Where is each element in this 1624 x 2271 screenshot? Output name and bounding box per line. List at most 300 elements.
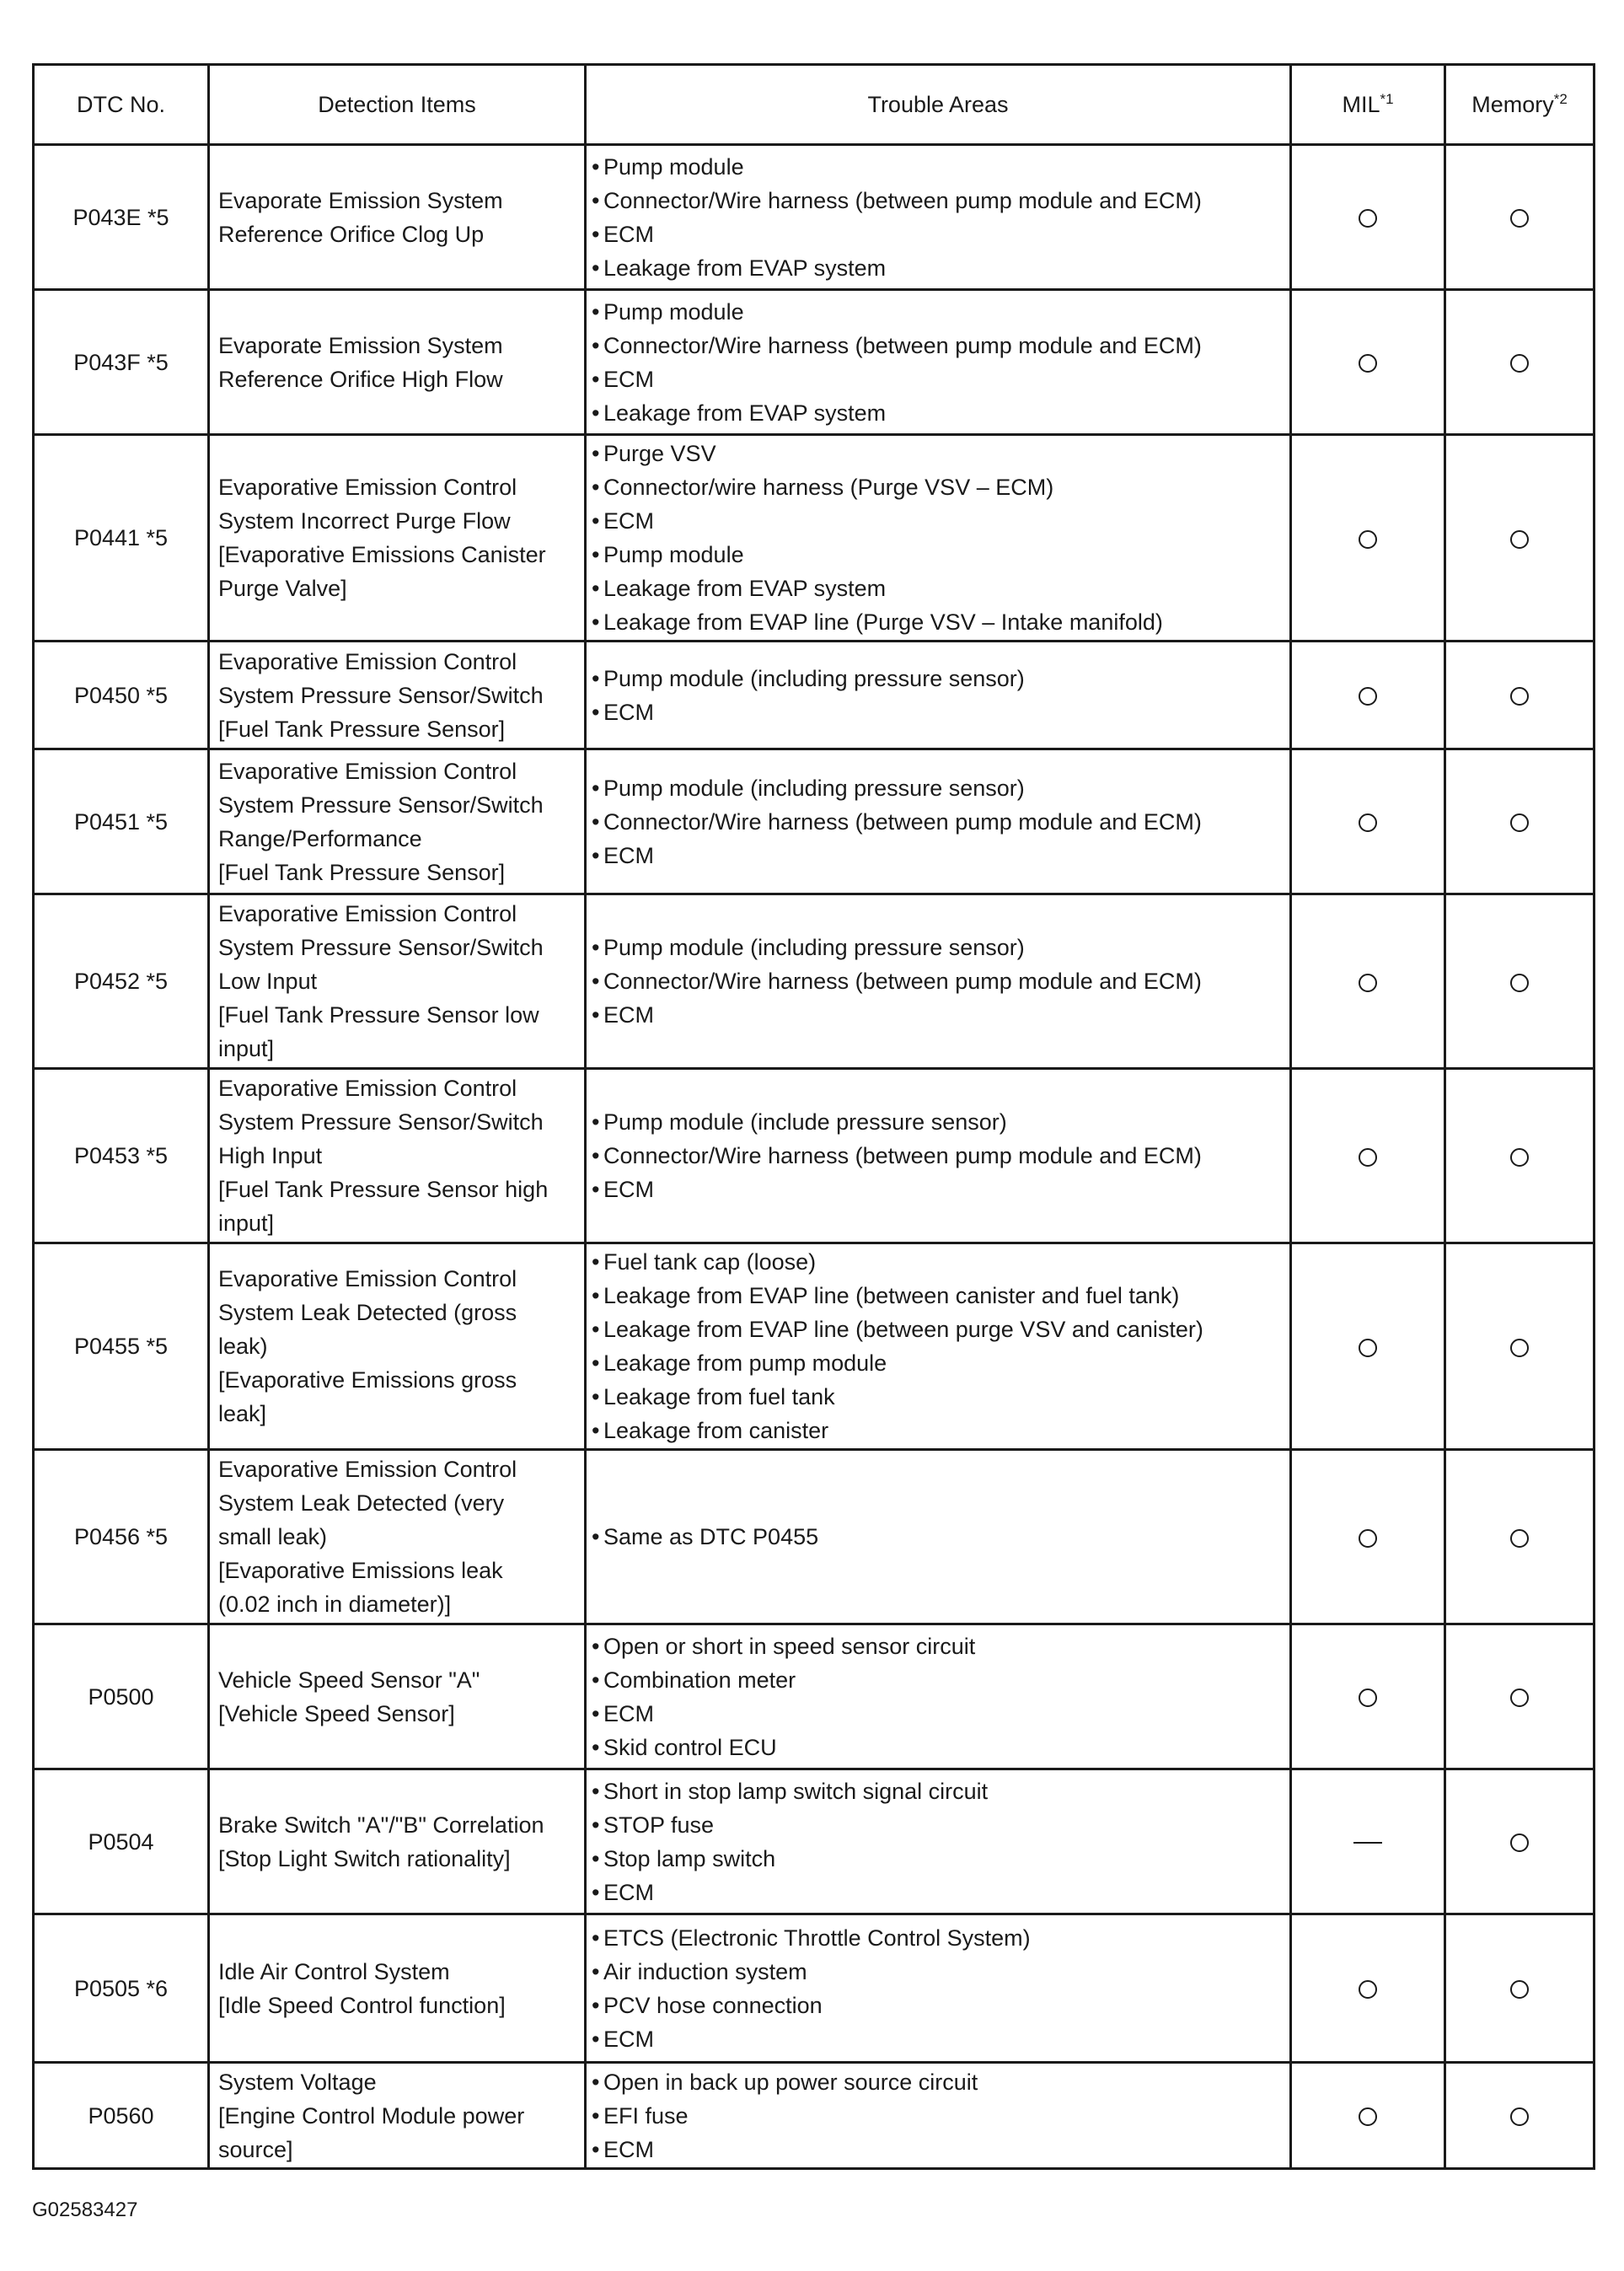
bullet-icon: • [592, 2136, 600, 2162]
memory-cell [1445, 435, 1595, 642]
trouble-area-text: Pump module (including pressure sensor) [603, 935, 1025, 960]
detection-item [209, 2063, 586, 2169]
memory-cell [1445, 1769, 1595, 1914]
detection-line: input] [218, 1211, 275, 1236]
dash-mark-icon [1353, 1842, 1382, 1844]
table-row [34, 1450, 1595, 1624]
mil-cell [1291, 145, 1445, 290]
detection-line: Brake Switch "A"/"B" Correlation [218, 1812, 544, 1838]
trouble-area-list [592, 1105, 1284, 1206]
trouble-area-list [592, 295, 1284, 430]
memory-cell [1445, 145, 1595, 290]
circle-mark-icon [1359, 687, 1377, 706]
detection-line: Reference Orifice Clog Up [218, 221, 485, 247]
detection-line: Range/Performance [218, 825, 422, 851]
dtc-code: P0453 *5 [34, 1069, 209, 1243]
trouble-areas [586, 435, 1291, 642]
circle-mark-icon [1359, 530, 1377, 549]
trouble-areas [586, 642, 1291, 749]
trouble-area-item [592, 1139, 1284, 1173]
bullet-icon: • [592, 1249, 600, 1275]
table-header [34, 65, 1595, 145]
trouble-area-item [592, 150, 1284, 184]
bullet-icon: • [592, 1734, 600, 1760]
trouble-area-item [592, 295, 1284, 329]
bullet-icon: • [592, 808, 600, 835]
trouble-area-item [592, 1346, 1284, 1380]
bullet-icon: • [592, 699, 600, 725]
bullet-icon: • [592, 1177, 600, 1202]
memory-cell [1445, 2063, 1595, 2169]
trouble-area-text: Pump module [603, 542, 744, 567]
bullet-icon: • [592, 1812, 600, 1838]
mil-footnote-mark: *1 [1380, 91, 1394, 107]
detection-line: [Evaporative Emissions Canister [218, 542, 546, 567]
detection-line: Evaporative Emission Control [218, 1076, 517, 1101]
bullet-icon: • [592, 609, 600, 635]
trouble-area-list [592, 437, 1284, 639]
bullet-icon: • [592, 221, 600, 247]
dtc-code: P0450 *5 [34, 642, 209, 749]
trouble-area-item [592, 605, 1284, 639]
circle-mark-icon [1359, 813, 1377, 832]
trouble-area-text: Open in back up power source circuit [603, 2069, 978, 2095]
trouble-area-item [592, 1173, 1284, 1206]
circle-mark-icon [1510, 1833, 1529, 1852]
table-row [34, 1069, 1595, 1243]
trouble-area-text: ECM [603, 1700, 654, 1726]
trouble-area-list [592, 662, 1284, 729]
trouble-area-text: Air induction system [603, 1958, 807, 1984]
detection-line: leak] [218, 1401, 267, 1426]
trouble-area-text: ECM [603, 2026, 654, 2052]
detection-item [209, 1914, 586, 2063]
table-row [34, 749, 1595, 894]
mil-cell [1291, 435, 1445, 642]
detection-line: Evaporative Emission Control [218, 1266, 517, 1291]
trouble-area-item [592, 1774, 1284, 1808]
mil-cell [1291, 1769, 1445, 1914]
circle-mark-icon [1510, 209, 1529, 228]
table-row [34, 642, 1595, 749]
bullet-icon: • [592, 775, 600, 801]
trouble-area-item [592, 805, 1284, 839]
bullet-icon: • [592, 1700, 600, 1726]
trouble-areas [586, 1914, 1291, 2063]
detection-line: [Engine Control Module power [218, 2102, 525, 2129]
mil-cell [1291, 1914, 1445, 2063]
trouble-area-text: Connector/Wire harness (between pump module and ECM) [603, 332, 1202, 358]
bullet-icon: • [592, 441, 600, 466]
bullet-icon: • [592, 576, 600, 601]
bullet-icon: • [592, 298, 600, 325]
header-dtc-no: DTC No. [34, 65, 209, 145]
trouble-area-item [592, 2022, 1284, 2056]
table-row [34, 894, 1595, 1069]
detection-line: leak) [218, 1334, 268, 1359]
trouble-area-text: ECM [603, 699, 654, 725]
table-row [34, 1769, 1595, 1914]
detection-line: [Fuel Tank Pressure Sensor low [218, 1002, 539, 1028]
trouble-area-list [592, 1921, 1284, 2056]
trouble-area-item [592, 1808, 1284, 1842]
mil-cell [1291, 1624, 1445, 1769]
dtc-code: P0441 *5 [34, 435, 209, 642]
circle-mark-icon [1510, 1148, 1529, 1167]
trouble-area-item [592, 1245, 1284, 1279]
trouble-area-item [592, 1520, 1284, 1554]
trouble-areas [586, 1069, 1291, 1243]
detection-line: [Idle Speed Control function] [218, 1992, 506, 2018]
header-mil: MIL$^{*1}$ [1291, 65, 1445, 145]
bullet-icon: • [592, 2026, 600, 2052]
bullet-icon: • [592, 2102, 600, 2129]
bullet-icon: • [592, 1992, 600, 2018]
circle-mark-icon [1359, 1529, 1377, 1548]
detection-line: System Leak Detected (very [218, 1490, 505, 1516]
trouble-area-item [592, 504, 1284, 538]
bullet-icon: • [592, 187, 600, 213]
memory-cell [1445, 894, 1595, 1069]
trouble-area-text: Leakage from EVAP line (between purge VSV and canister) [603, 1317, 1203, 1342]
detection-line: Evaporate Emission System [218, 332, 503, 358]
dtc-code: P0504 [34, 1769, 209, 1914]
detection-line: System Pressure Sensor/Switch [218, 682, 544, 708]
trouble-area-text: ETCS (Electronic Throttle Control System) [603, 1925, 1031, 1951]
detection-line: [Stop Light Switch rationality] [218, 1845, 511, 1871]
detection-item [209, 1624, 586, 1769]
mil-cell [1291, 1069, 1445, 1243]
detection-item [209, 145, 586, 290]
trouble-area-text: ECM [603, 1879, 654, 1905]
trouble-area-text: Connector/Wire harness (between pump module and ECM) [603, 1143, 1202, 1168]
trouble-area-item [592, 217, 1284, 251]
bullet-icon: • [592, 1418, 600, 1443]
trouble-area-text: Fuel tank cap (loose) [603, 1249, 817, 1275]
bullet-icon: • [592, 508, 600, 534]
detection-line: System Voltage [218, 2069, 377, 2095]
trouble-area-text: Connector/Wire harness (between pump module and ECM) [603, 808, 1202, 835]
bullet-icon: • [592, 475, 600, 500]
bullet-icon: • [592, 1845, 600, 1871]
memory-cell [1445, 749, 1595, 894]
trouble-area-item [592, 1697, 1284, 1731]
trouble-areas [586, 1624, 1291, 1769]
dtc-code: P0455 *5 [34, 1243, 209, 1450]
circle-mark-icon [1510, 1529, 1529, 1548]
trouble-area-item [592, 2065, 1284, 2099]
detection-line: System Pressure Sensor/Switch [218, 1109, 544, 1135]
trouble-area-text: ECM [603, 508, 654, 534]
circle-mark-icon [1359, 1148, 1377, 1167]
detection-line: [Fuel Tank Pressure Sensor high [218, 1177, 549, 1202]
bullet-icon: • [592, 1633, 600, 1659]
trouble-areas [586, 1769, 1291, 1914]
trouble-area-list [592, 1774, 1284, 1909]
detection-line: [Fuel Tank Pressure Sensor] [218, 716, 506, 742]
mil-cell [1291, 290, 1445, 435]
circle-mark-icon [1510, 2107, 1529, 2126]
trouble-area-list [592, 1245, 1284, 1447]
mil-cell [1291, 1450, 1445, 1624]
trouble-areas [586, 894, 1291, 1069]
bullet-icon: • [592, 1879, 600, 1905]
trouble-area-item [592, 396, 1284, 430]
header-memory: Memory$^{*2}$ [1445, 65, 1595, 145]
trouble-area-text: Pump module (include pressure sensor) [603, 1109, 1007, 1135]
trouble-area-item [592, 184, 1284, 217]
detection-line: Evaporative Emission Control [218, 901, 517, 926]
dtc-table [32, 63, 1595, 2170]
memory-cell [1445, 1243, 1595, 1450]
trouble-areas [586, 1450, 1291, 1624]
detection-line: Evaporative Emission Control [218, 758, 517, 784]
circle-mark-icon [1510, 530, 1529, 549]
trouble-area-text: Short in stop lamp switch signal circuit [603, 1778, 989, 1804]
bullet-icon: • [592, 935, 600, 960]
dtc-code: P0451 *5 [34, 749, 209, 894]
trouble-area-text: Skid control ECU [603, 1734, 777, 1760]
bullet-icon: • [592, 1524, 600, 1549]
detection-line: Evaporative Emission Control [218, 1457, 517, 1482]
detection-line: [Vehicle Speed Sensor] [218, 1700, 455, 1726]
memory-cell [1445, 1914, 1595, 2063]
trouble-area-text: Combination meter [603, 1667, 796, 1693]
detection-line: [Fuel Tank Pressure Sensor] [218, 859, 506, 885]
detection-line: [Evaporative Emissions gross [218, 1367, 517, 1393]
trouble-area-text: Pump module (including pressure sensor) [603, 665, 1025, 691]
detection-item [209, 435, 586, 642]
trouble-area-text: Purge VSV [603, 441, 716, 466]
bullet-icon: • [592, 542, 600, 567]
trouble-area-list [592, 150, 1284, 285]
dtc-code: P0560 [34, 2063, 209, 2169]
circle-mark-icon [1359, 1688, 1377, 1707]
detection-item [209, 894, 586, 1069]
detection-line: [Evaporative Emissions leak [218, 1558, 503, 1583]
bullet-icon: • [592, 366, 600, 392]
bullet-icon: • [592, 400, 600, 426]
trouble-area-text: Connector/Wire harness (between pump module and ECM) [603, 187, 1202, 213]
trouble-area-item [592, 839, 1284, 872]
bullet-icon: • [592, 1958, 600, 1984]
table-row [34, 290, 1595, 435]
table-row [34, 435, 1595, 642]
bullet-icon: • [592, 1283, 600, 1308]
trouble-area-item [592, 572, 1284, 605]
mil-cell [1291, 642, 1445, 749]
bullet-icon: • [592, 1109, 600, 1135]
table-row [34, 1243, 1595, 1450]
trouble-area-item [592, 964, 1284, 998]
trouble-area-list [592, 1520, 1284, 1554]
table-body [34, 145, 1595, 2169]
trouble-area-text: EFI fuse [603, 2102, 689, 2129]
figure-id: G02583427 [32, 2199, 138, 2221]
circle-mark-icon [1510, 1339, 1529, 1357]
trouble-area-text: Pump module (including pressure sensor) [603, 775, 1025, 801]
trouble-area-list [592, 931, 1284, 1032]
detection-item [209, 1450, 586, 1624]
trouble-area-item [592, 931, 1284, 964]
trouble-area-item [592, 437, 1284, 470]
circle-mark-icon [1510, 974, 1529, 992]
memory-cell [1445, 290, 1595, 435]
detection-item [209, 290, 586, 435]
circle-mark-icon [1359, 2107, 1377, 2126]
memory-cell [1445, 642, 1595, 749]
trouble-area-item [592, 771, 1284, 805]
circle-mark-icon [1359, 209, 1377, 228]
trouble-area-text: ECM [603, 842, 654, 868]
bullet-icon: • [592, 1925, 600, 1951]
trouble-area-item [592, 470, 1284, 504]
header-trouble-areas: Trouble Areas [586, 65, 1291, 145]
trouble-area-text: Pump module [603, 298, 744, 325]
header-detection-items: Detection Items [209, 65, 586, 145]
trouble-area-item [592, 538, 1284, 572]
detection-line: Reference Orifice High Flow [218, 366, 503, 392]
detection-line: small leak) [218, 1524, 328, 1549]
trouble-area-item [592, 362, 1284, 396]
memory-cell [1445, 1450, 1595, 1624]
bullet-icon: • [592, 255, 600, 281]
trouble-area-item [592, 662, 1284, 695]
trouble-area-item [592, 1955, 1284, 1989]
bullet-icon: • [592, 842, 600, 868]
dtc-code: P0500 [34, 1624, 209, 1769]
trouble-area-text: Leakage from fuel tank [603, 1384, 835, 1409]
bullet-icon: • [592, 1778, 600, 1804]
detection-line: (0.02 inch in diameter)] [218, 1592, 452, 1617]
table-row [34, 145, 1595, 290]
detection-line: Evaporate Emission System [218, 187, 503, 213]
dtc-code: P0452 *5 [34, 894, 209, 1069]
trouble-area-item [592, 1663, 1284, 1697]
trouble-area-list [592, 771, 1284, 872]
memory-cell [1445, 1624, 1595, 1769]
detection-line: Evaporative Emission Control [218, 648, 517, 674]
trouble-area-item [592, 1105, 1284, 1139]
bullet-icon: • [592, 1384, 600, 1409]
bullet-icon: • [592, 1143, 600, 1168]
bullet-icon: • [592, 1667, 600, 1693]
trouble-area-text: ECM [603, 366, 654, 392]
trouble-area-text: Leakage from EVAP system [603, 255, 887, 281]
trouble-area-item [592, 2133, 1284, 2166]
trouble-area-list [592, 2065, 1284, 2166]
trouble-area-text: PCV hose connection [603, 1992, 823, 2018]
bullet-icon: • [592, 1317, 600, 1342]
bullet-icon: • [592, 1002, 600, 1028]
trouble-areas [586, 290, 1291, 435]
dtc-code: P0456 *5 [34, 1450, 209, 1624]
trouble-area-item [592, 1279, 1284, 1313]
dtc-code: P043E *5 [34, 145, 209, 290]
trouble-area-text: STOP fuse [603, 1812, 715, 1838]
bullet-icon: • [592, 332, 600, 358]
trouble-area-text: Connector/wire harness (Purge VSV – ECM) [603, 475, 1054, 500]
detection-line: System Pressure Sensor/Switch [218, 792, 544, 818]
trouble-area-text: Leakage from EVAP line (between canister and fuel tank) [603, 1283, 1180, 1308]
circle-mark-icon [1359, 1980, 1377, 1999]
trouble-area-item [592, 251, 1284, 285]
detection-item [209, 1069, 586, 1243]
trouble-area-item [592, 1921, 1284, 1955]
header-row [34, 65, 1595, 145]
circle-mark-icon [1510, 1688, 1529, 1707]
mil-cell [1291, 2063, 1445, 2169]
memory-footnote-mark: *2 [1553, 91, 1568, 107]
trouble-area-text: Same as DTC P0455 [603, 1524, 819, 1549]
trouble-area-item [592, 695, 1284, 729]
memory-cell [1445, 1069, 1595, 1243]
detection-item [209, 642, 586, 749]
detection-line: input] [218, 1036, 275, 1061]
circle-mark-icon [1510, 813, 1529, 832]
trouble-areas [586, 749, 1291, 894]
mil-cell [1291, 894, 1445, 1069]
trouble-area-item [592, 1876, 1284, 1909]
trouble-area-item [592, 1380, 1284, 1414]
detection-line: Low Input [218, 969, 318, 994]
bullet-icon: • [592, 665, 600, 691]
circle-mark-icon [1510, 687, 1529, 706]
dtc-code: P0505 *6 [34, 1914, 209, 2063]
detection-line: Vehicle Speed Sensor "A" [218, 1667, 480, 1693]
circle-mark-icon [1510, 1980, 1529, 1999]
detection-line: System Pressure Sensor/Switch [218, 935, 544, 960]
table-row [34, 1624, 1595, 1769]
detection-item [209, 1243, 586, 1450]
detection-line: High Input [218, 1143, 323, 1168]
dtc-code: P043F *5 [34, 290, 209, 435]
trouble-area-text: ECM [603, 2136, 654, 2162]
trouble-area-item [592, 1629, 1284, 1663]
trouble-area-text: Connector/Wire harness (between pump module and ECM) [603, 969, 1202, 994]
detection-line: System Incorrect Purge Flow [218, 508, 511, 534]
trouble-area-text: Open or short in speed sensor circuit [603, 1633, 976, 1659]
detection-item [209, 749, 586, 894]
trouble-area-text: Leakage from EVAP system [603, 576, 887, 601]
trouble-area-list [592, 1629, 1284, 1764]
trouble-area-item [592, 2099, 1284, 2133]
trouble-area-item [592, 1989, 1284, 2022]
trouble-area-item [592, 1842, 1284, 1876]
trouble-area-item [592, 329, 1284, 362]
detection-line: Evaporative Emission Control [218, 475, 517, 500]
detection-line: source] [218, 2136, 293, 2162]
bullet-icon: • [592, 2069, 600, 2095]
bullet-icon: • [592, 969, 600, 994]
trouble-area-item [592, 1414, 1284, 1447]
trouble-area-text: Leakage from EVAP system [603, 400, 887, 426]
trouble-area-text: ECM [603, 221, 654, 247]
detection-item [209, 1769, 586, 1914]
table-row [34, 2063, 1595, 2169]
circle-mark-icon [1510, 354, 1529, 373]
trouble-areas [586, 145, 1291, 290]
bullet-icon: • [592, 153, 600, 180]
detection-line: Idle Air Control System [218, 1958, 450, 1984]
trouble-area-item [592, 1731, 1284, 1764]
trouble-area-text: ECM [603, 1177, 654, 1202]
trouble-area-text: Leakage from EVAP line (Purge VSV – Intake manifold) [603, 609, 1163, 635]
detection-line: System Leak Detected (gross [218, 1300, 517, 1325]
trouble-area-text: Pump module [603, 153, 744, 180]
trouble-area-item [592, 998, 1284, 1032]
trouble-area-item [592, 1313, 1284, 1346]
